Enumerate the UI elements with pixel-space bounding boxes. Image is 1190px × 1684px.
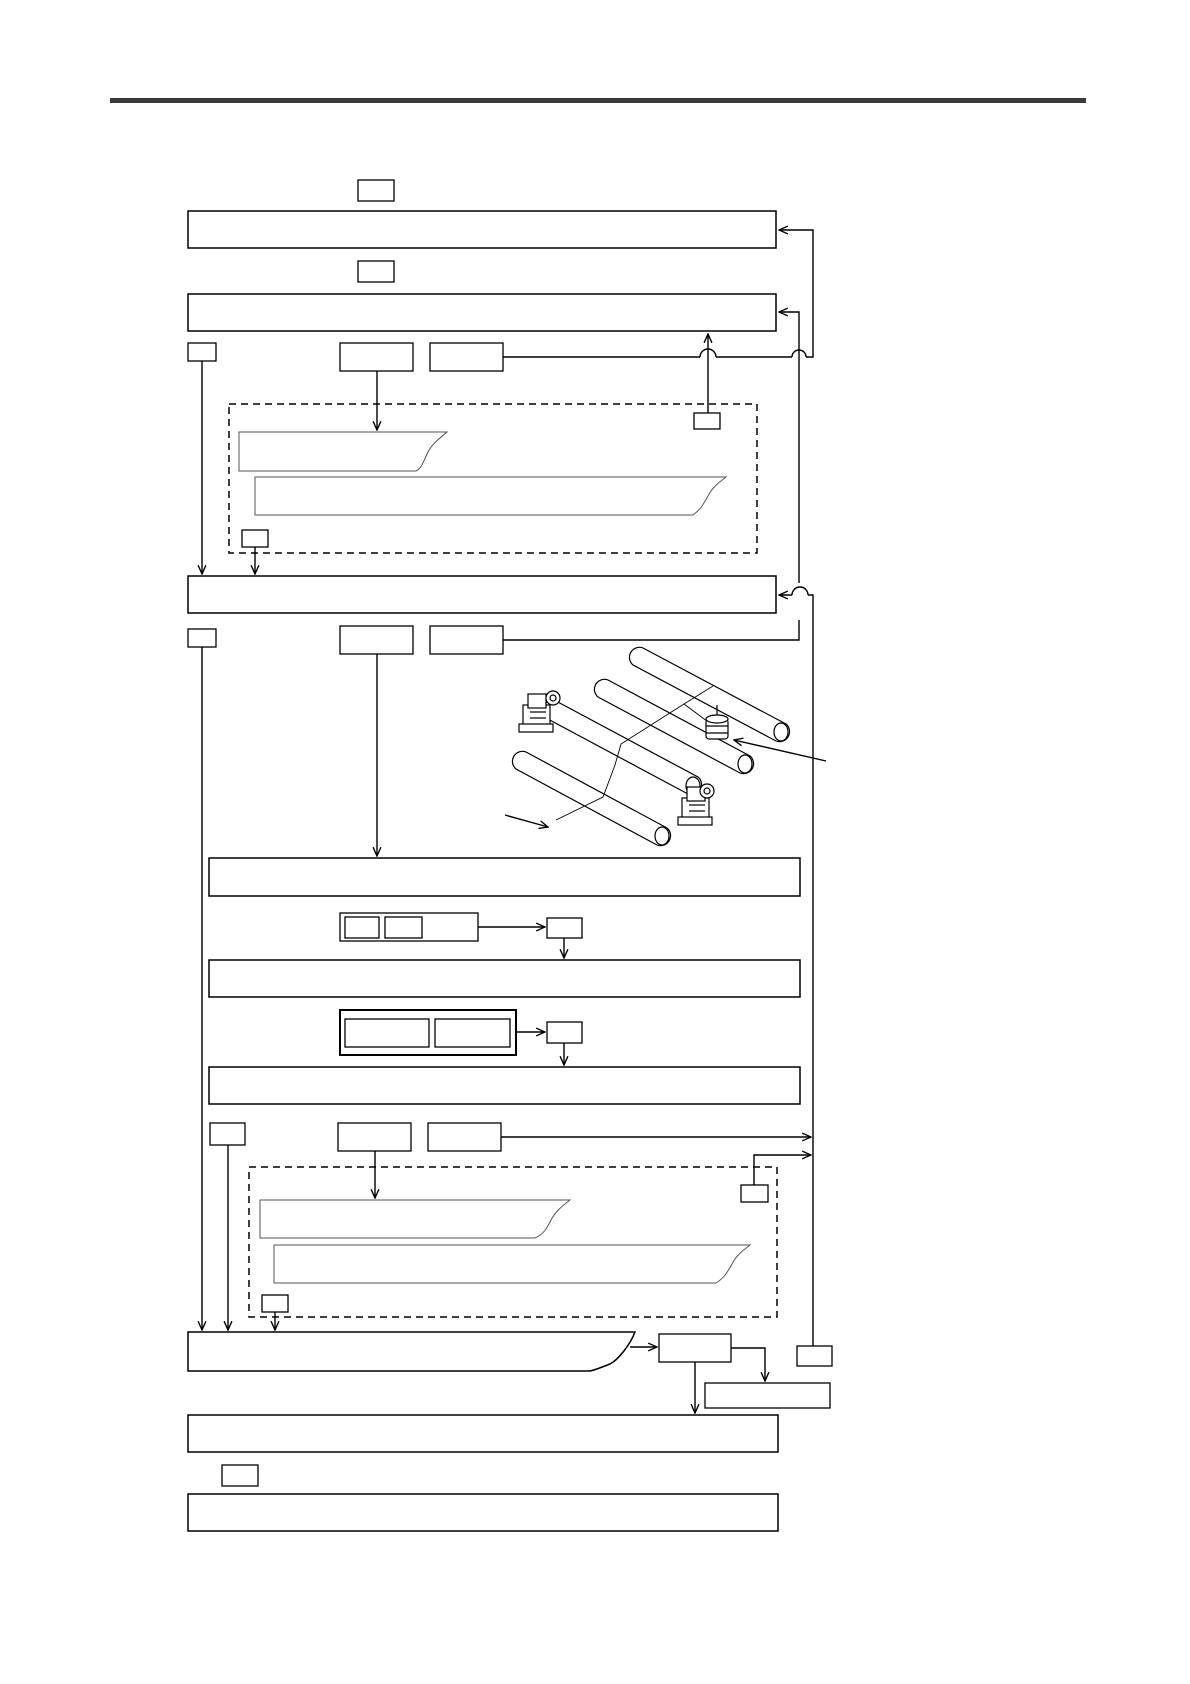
roller-end [774, 723, 788, 741]
step-number-tag [358, 180, 394, 201]
no-branch-tag [741, 1185, 768, 1202]
subprocedure-frame [229, 404, 757, 553]
output-tag [547, 1022, 582, 1043]
result-tag [705, 1383, 830, 1408]
loop-connector [779, 312, 799, 583]
no-branch-tag [262, 1295, 288, 1312]
yes-branch-tag [210, 1123, 245, 1145]
check-tag [340, 626, 413, 654]
process-step-3 [188, 576, 776, 613]
check-tag [338, 1123, 411, 1151]
loop-connector [503, 620, 799, 640]
setting-tag [435, 1019, 510, 1047]
process-step-4 [209, 858, 800, 896]
setting-tag [385, 917, 422, 938]
step-number-tag [222, 1465, 258, 1486]
roller-end [655, 827, 669, 845]
output-tag [547, 918, 582, 938]
process-step-6 [209, 1067, 800, 1104]
loop-connector [779, 595, 813, 1346]
process-step-2 [188, 294, 776, 331]
web-callout-arrow [505, 815, 548, 827]
subprocedure-frame [249, 1167, 777, 1317]
decision-tag [659, 1334, 731, 1362]
yes-branch-tag [188, 343, 216, 361]
check-tag [430, 343, 503, 371]
no-branch-tag [694, 413, 720, 429]
header-rule [110, 98, 1086, 103]
note-box [239, 432, 447, 471]
setting-group [340, 1010, 516, 1055]
note-box [260, 1200, 570, 1238]
flow-connector [731, 1348, 765, 1381]
tension-roller-illustration [512, 647, 789, 845]
no-connector [754, 1155, 811, 1185]
setting-tag [345, 1019, 429, 1047]
return-tag [797, 1346, 832, 1366]
step-number-tag [358, 261, 394, 282]
hop-arc [792, 587, 808, 595]
check-tag [340, 343, 413, 371]
note-box [255, 477, 726, 515]
process-step-8 [188, 1415, 778, 1452]
check-tag [430, 626, 503, 654]
setting-tag [345, 917, 379, 938]
yes-branch-tag [188, 629, 216, 647]
process-step-5 [209, 960, 800, 997]
process-step-7 [188, 1332, 635, 1371]
note-box [274, 1245, 750, 1283]
roller-end [738, 755, 752, 773]
process-step-1 [188, 211, 776, 248]
process-step-9 [188, 1494, 778, 1531]
check-tag [428, 1123, 501, 1151]
no-branch-tag [242, 530, 268, 547]
